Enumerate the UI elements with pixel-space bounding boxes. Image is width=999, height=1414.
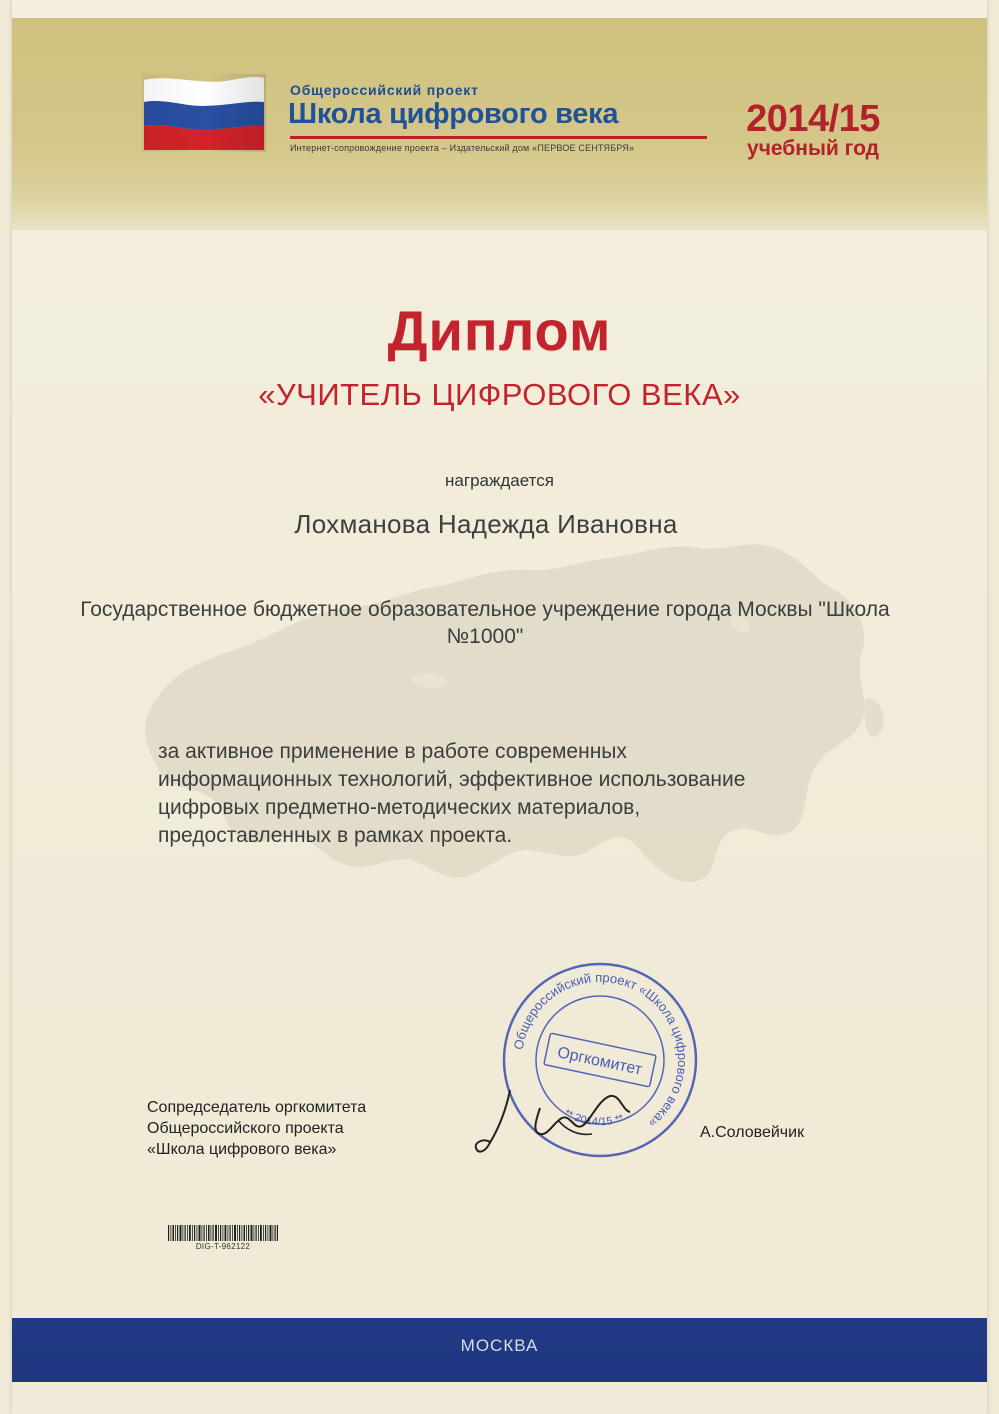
footer-city: МОСКВА [460,1336,539,1355]
diploma-subtitle: «УЧИТЕЛЬ ЦИФРОВОГО ВЕКА» [258,377,741,412]
stamp-outer-text: Общероссийский проект «Школа цифрового века» [510,969,691,1131]
signer-title [147,1097,447,1160]
recipient-organization: Государственное бюджетное образовательное учреждение города Москвы "Школа №1000" [80,598,890,648]
award-reason: за активное применение в работе современных информационных технологий, эффективное использование цифровых предметно-методических материалов, предоставленных в рамках проекта. [158,740,746,847]
barcode-icon [168,1225,278,1241]
signer-name: А.Соловейчик [700,1124,805,1141]
awarded-label: награждается [445,471,554,490]
academic-year-label: учебный год [747,137,879,160]
stamp-year-text: ** 2014/15 ** [561,1107,626,1129]
barcode-code: DIG-T-962122 [195,1242,251,1251]
handwritten-signature [470,1060,650,1170]
header-divider [290,136,707,139]
signer-line-2: Общероссийского проекта [147,1120,344,1137]
recipient-name: Лохманова Надежда Ивановна [294,509,678,539]
stamp-inner-text: Оргкомитет [555,1044,644,1079]
footer-margin [12,1382,987,1414]
russia-map-watermark [110,520,890,950]
project-pre-title: Общероссийский проект [290,82,479,98]
russian-flag-icon [142,74,266,152]
signer-line-3: «Школа цифрового века» [147,1141,337,1158]
project-title: Школа цифрового века [288,98,619,130]
project-subtitle: Интернет-сопровождение проекта – Издательский дом «ПЕРВОЕ СЕНТЯБРЯ» [290,143,635,153]
academic-year: 2014/15 [746,98,880,140]
signer-line-1: Сопредседатель оргкомитета [147,1099,367,1116]
diploma-title: Диплом [387,299,612,362]
